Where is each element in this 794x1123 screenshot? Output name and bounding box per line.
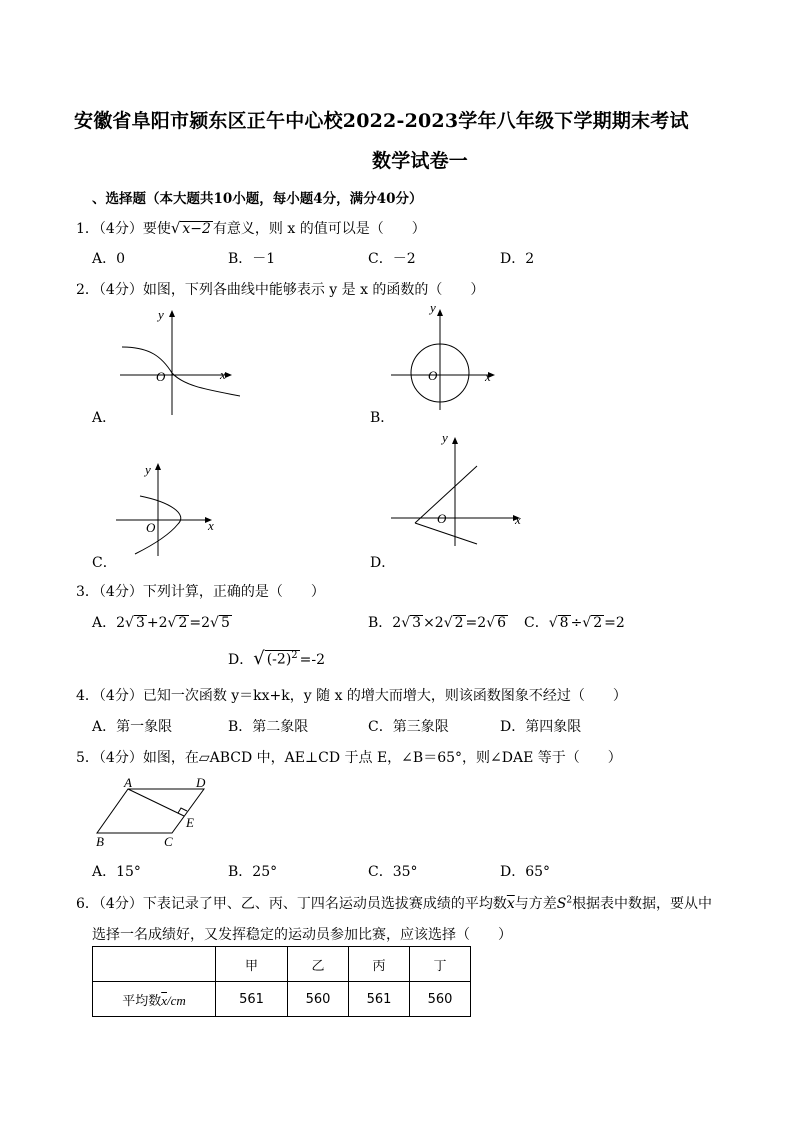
graph-b-origin: O [428, 368, 438, 383]
q3-option-b: B．2√ 3 ×2√ 2 =2√ 6 [368, 615, 507, 631]
graph-a-y-label: y [158, 307, 164, 322]
graph-b-y-label: y [430, 300, 436, 315]
q1-prefix: 1．（4分）要使 [76, 221, 171, 237]
graph-c-y-label: y [145, 462, 151, 477]
vertex-c-label: C [164, 834, 173, 849]
page-title: 安徽省阜阳市颍东区正午中心校2022-2023学年八年级下学期期末考试 [74, 110, 689, 132]
q1-option-a: A．0 [92, 251, 126, 267]
q1-option-d: D．2 [500, 251, 535, 267]
q2-option-c: C． [92, 555, 117, 571]
q4-option-d: D．第四象限 [500, 719, 582, 735]
graph-a-origin: O [156, 369, 166, 384]
q5-option-a: A．15° [92, 864, 141, 880]
graph-d-y-label: y [442, 430, 448, 445]
question-1: 1．（4分）要使√ x−2 有意义，则 x 的值可以是（ ） [76, 219, 426, 237]
xbar-symbol: $\overline{x}$ [506, 896, 515, 912]
question-4: 4．（4分）已知一次函数 y＝kx+k，y 随 x 的增大而增大，则该函数图象不经过（ ） [76, 688, 627, 704]
q4-option-a: A．第一象限 [92, 719, 173, 735]
question-6-line1: 6．（4分）下表记录了甲、乙、丙、丁四名运动员选拔赛成绩的平均数$\overline{x}$与方差$S^2$根据表中数据，要从中 [76, 895, 713, 912]
q1-radicand: x−2 [182, 221, 211, 237]
section-heading: 、选择题（本大题共10小题，每小题4分，满分40分） [92, 191, 423, 207]
table-header-ding: 丁 [410, 947, 471, 982]
graph-b-x-label: x [485, 369, 491, 384]
table-row [93, 982, 471, 1017]
graph-d [385, 428, 530, 553]
question-6-line2: 选择一名成绩好，又发挥稳定的运动员参加比赛，应该选择（ ） [92, 927, 512, 943]
q2-option-a: A． [92, 410, 117, 426]
q3-option-d: D．√ $(-2)^2 =-2$ [228, 648, 326, 669]
graph-d-x-label: x [515, 512, 521, 527]
graph-a-x-label: x [220, 367, 226, 382]
row-label-average: 平均数$\overline{x}/cm$ [93, 982, 216, 1017]
graph-a [110, 305, 240, 420]
q5-option-d: D．65° [500, 864, 551, 880]
parallelogram-figure [92, 775, 222, 850]
vertex-a-label: A [124, 775, 132, 790]
table-header-yi: 乙 [288, 947, 349, 982]
question-2: 2．（4分）如图，下列各曲线中能够表示 y 是 x 的函数的（ ） [76, 282, 485, 298]
table-cell: 561 [216, 982, 288, 1017]
table-header-row [93, 947, 471, 982]
point-e-label: E [186, 815, 194, 830]
question-5: 5．（4分）如图，在▱ABCD 中，AE⊥CD 于点 E，∠B＝65°，则∠DAE 等于（ ） [76, 750, 622, 766]
q4-option-b: B．第二象限 [228, 719, 309, 735]
q1-option-b: B．－1 [228, 251, 276, 267]
question-3: 3．（4分）下列计算，正确的是（ ） [76, 584, 325, 600]
q1-option-c: C．－2 [368, 251, 416, 267]
q4-option-c: C．第三象限 [368, 719, 449, 735]
q3-option-a: A．2√ 3 +2√ 2 =2√ 5 [92, 615, 230, 631]
page-subtitle: 数学试卷一 [372, 150, 469, 172]
vertex-d-label: D [196, 775, 206, 790]
graph-c [110, 458, 225, 558]
q5-option-b: B．25° [228, 864, 278, 880]
table-header-jia: 甲 [216, 947, 288, 982]
score-table [92, 946, 471, 1017]
q1-suffix: 有意义，则 x 的值可以是（ ） [212, 221, 426, 237]
table-cell: 561 [349, 982, 410, 1017]
graph-d-origin: O [437, 511, 447, 526]
table-cell: 560 [410, 982, 471, 1017]
q3-option-c: C．√ 8 ÷√ 2 =2 [524, 615, 625, 631]
graph-c-x-label: x [208, 518, 214, 533]
graph-b [385, 300, 505, 412]
table-cell: 560 [288, 982, 349, 1017]
table-cell [93, 947, 216, 982]
q2-option-b: B． [370, 410, 395, 426]
vertex-b-label: B [96, 834, 104, 849]
graph-c-origin: O [146, 520, 156, 535]
q2-option-d: D． [370, 555, 396, 571]
q5-option-c: C．35° [368, 864, 418, 880]
table-header-bing: 丙 [349, 947, 410, 982]
